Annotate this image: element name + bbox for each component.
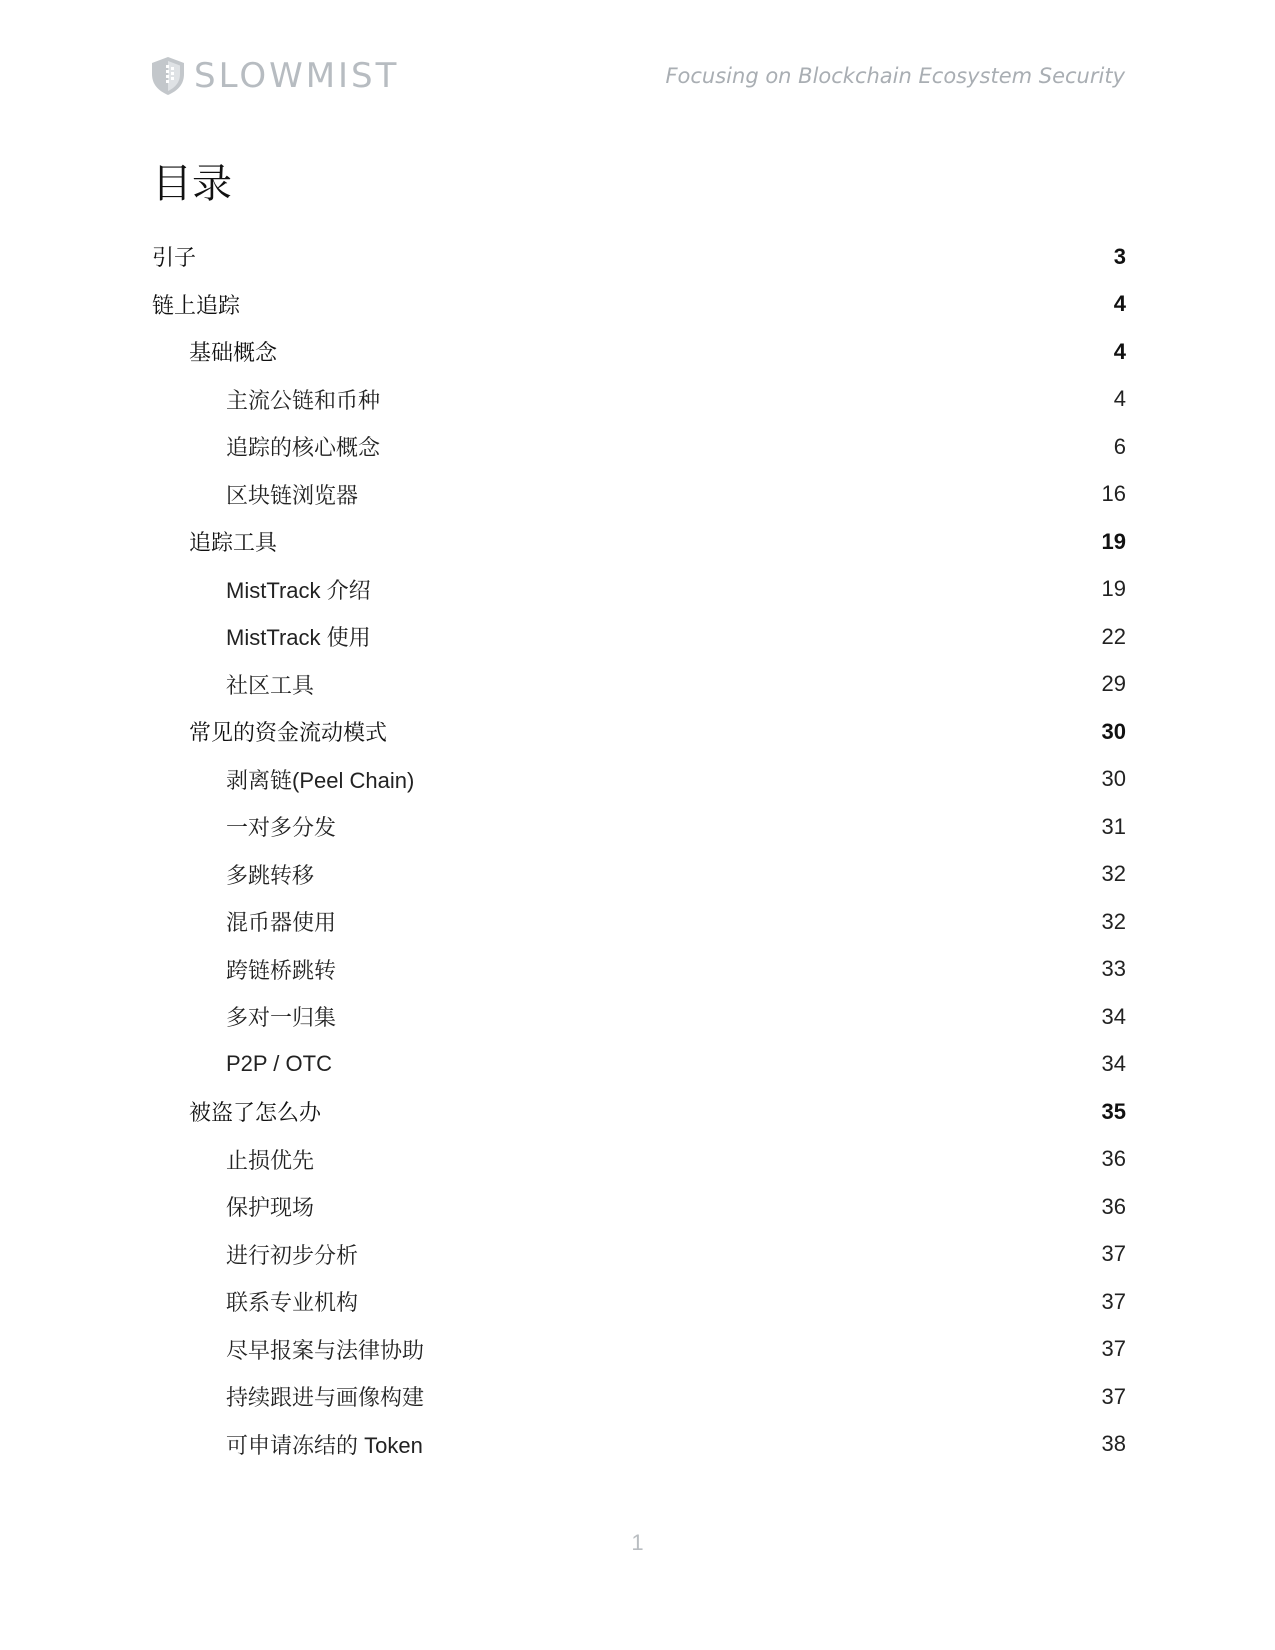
toc-entry[interactable]: [152, 1088, 1126, 1136]
shield-icon: [150, 56, 186, 96]
toc-entry-label: 被盗了怎么办: [189, 1100, 322, 1126]
toc-entry-page: 22: [1101, 623, 1126, 649]
toc-entry[interactable]: [152, 566, 1126, 614]
toc-entry-page: 19: [1101, 576, 1126, 602]
toc-entry[interactable]: [152, 1373, 1126, 1421]
toc-entry-page: 19: [1101, 528, 1126, 554]
toc-entry-label: 进行初步分析: [226, 1242, 359, 1268]
toc-entry[interactable]: [152, 803, 1126, 851]
logo-wordmark: SLOWMIST: [194, 56, 400, 96]
toc-entry[interactable]: [152, 1041, 1126, 1089]
toc-entry[interactable]: [152, 328, 1126, 376]
toc-entry-page: 35: [1101, 1098, 1126, 1124]
toc-entry-label: MistTrack 介绍: [226, 577, 371, 603]
toc-entry-page: 3: [1113, 243, 1126, 269]
toc-entry-page: 34: [1101, 1051, 1126, 1077]
toc-entry[interactable]: [152, 518, 1126, 566]
toc-entry-label: 保护现场: [226, 1195, 315, 1221]
toc-entry-label: 基础概念: [189, 340, 278, 366]
toc-entry[interactable]: [152, 1183, 1126, 1231]
toc-entry-page: 31: [1101, 813, 1126, 839]
toc-entry-label: 引子: [152, 245, 197, 271]
toc-entry-label: 尽早报案与法律协助: [226, 1337, 425, 1363]
toc-entry-page: 37: [1101, 1241, 1126, 1267]
toc-entry-label: 联系专业机构: [226, 1290, 359, 1316]
toc-entry-page: 38: [1101, 1431, 1126, 1457]
toc-entry-label: 常见的资金流动模式: [189, 720, 388, 746]
toc-entry-page: 36: [1101, 1193, 1126, 1219]
toc-entry[interactable]: [152, 376, 1126, 424]
toc-entry-page: 32: [1101, 908, 1126, 934]
toc-title: 目录: [152, 162, 232, 206]
toc-entry[interactable]: [152, 613, 1126, 661]
toc-entry-label: 追踪工具: [189, 530, 278, 556]
toc-entry[interactable]: [152, 756, 1126, 804]
toc-entry-page: 4: [1113, 291, 1126, 317]
header-tagline: Focusing on Blockchain Ecosystem Security: [665, 64, 1125, 88]
toc-entry-label: 多对一归集: [226, 1005, 337, 1031]
toc-entry-page: 33: [1101, 956, 1126, 982]
toc-entry-page: 30: [1101, 766, 1126, 792]
toc-entry[interactable]: [152, 946, 1126, 994]
toc-entry[interactable]: [152, 1136, 1126, 1184]
toc-entry-page: 4: [1113, 386, 1126, 412]
toc-entry-label: 剥离链(Peel Chain): [226, 767, 415, 793]
toc-entry[interactable]: [152, 1421, 1126, 1469]
toc-entry-label: 一对多分发: [226, 815, 337, 841]
toc-entry[interactable]: [152, 851, 1126, 899]
toc-entry-page: 36: [1101, 1146, 1126, 1172]
toc-entry-page: 16: [1101, 481, 1126, 507]
page-header: [0, 0, 1275, 120]
toc-entry[interactable]: [152, 708, 1126, 756]
toc-entry-label: MistTrack 使用: [226, 625, 371, 651]
toc-entry[interactable]: [152, 993, 1126, 1041]
toc-entry-label: 主流公链和币种: [226, 387, 381, 413]
toc-entry-page: 29: [1101, 671, 1126, 697]
toc-entry[interactable]: [152, 1326, 1126, 1374]
toc-entry[interactable]: [152, 423, 1126, 471]
toc-entry-page: 6: [1113, 433, 1126, 459]
toc-entry-page: 34: [1101, 1003, 1126, 1029]
toc-entry[interactable]: [152, 1278, 1126, 1326]
toc-entry-label: 多跳转移: [226, 862, 315, 888]
toc-entry-label: 跨链桥跳转: [226, 957, 337, 983]
toc-entry-label: P2P / OTC: [226, 1051, 332, 1077]
toc-entry[interactable]: [152, 898, 1126, 946]
toc-entry-label: 可申请冻结的 Token: [226, 1432, 423, 1458]
toc-entry[interactable]: [152, 281, 1126, 329]
slowmist-logo: [150, 56, 399, 96]
table-of-contents: [152, 233, 1126, 1468]
toc-entry-page: 37: [1101, 1336, 1126, 1362]
toc-entry-label: 区块链浏览器: [226, 482, 359, 508]
toc-entry-page: 37: [1101, 1288, 1126, 1314]
toc-entry-page: 32: [1101, 861, 1126, 887]
toc-entry[interactable]: [152, 1231, 1126, 1279]
toc-entry[interactable]: [152, 661, 1126, 709]
toc-entry-page: 4: [1113, 338, 1126, 364]
toc-entry-label: 持续跟进与画像构建: [226, 1385, 425, 1411]
page-number: 1: [631, 1530, 644, 1555]
toc-entry-label: 社区工具: [226, 672, 315, 698]
toc-entry-page: 37: [1101, 1383, 1126, 1409]
toc-entry-label: 止损优先: [226, 1147, 315, 1173]
toc-entry-label: 追踪的核心概念: [226, 435, 381, 461]
toc-entry[interactable]: [152, 471, 1126, 519]
toc-entry[interactable]: [152, 233, 1126, 281]
toc-entry-label: 混币器使用: [226, 910, 337, 936]
toc-entry-page: 30: [1101, 718, 1126, 744]
toc-entry-label: 链上追踪: [152, 292, 241, 318]
